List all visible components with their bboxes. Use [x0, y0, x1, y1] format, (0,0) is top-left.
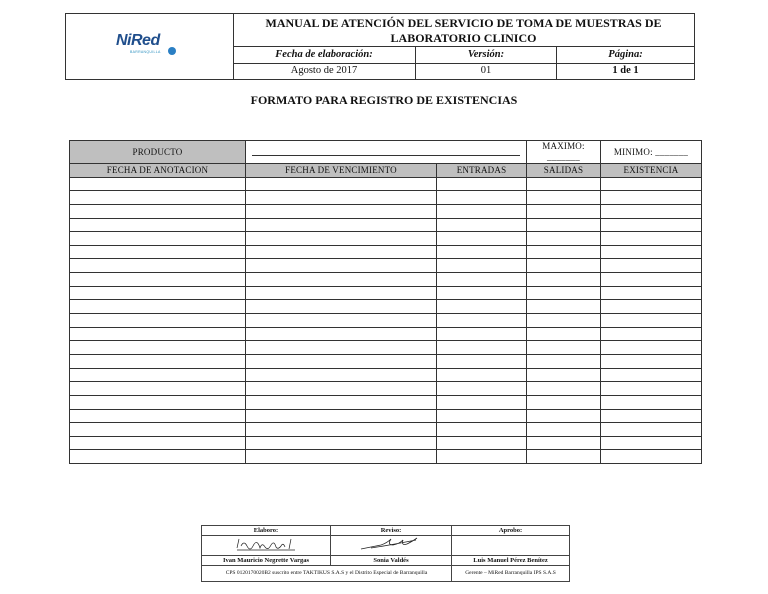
table-cell[interactable]	[527, 204, 601, 218]
table-row	[70, 300, 702, 314]
table-cell[interactable]	[437, 368, 527, 382]
table-cell[interactable]	[601, 286, 702, 300]
table-cell[interactable]	[527, 423, 601, 437]
aprobo-label: Aprobo:	[452, 526, 570, 536]
table-cell[interactable]	[527, 395, 601, 409]
signature-table	[201, 525, 570, 582]
mired-logo	[116, 32, 161, 54]
table-cell[interactable]	[437, 409, 527, 423]
table-cell[interactable]	[246, 218, 437, 232]
table-cell[interactable]	[70, 423, 246, 437]
table-cell[interactable]	[246, 382, 437, 396]
table-row	[70, 191, 702, 205]
table-cell[interactable]	[70, 327, 246, 341]
table-cell[interactable]	[70, 204, 246, 218]
producto-field[interactable]	[246, 141, 527, 164]
table-cell[interactable]	[601, 368, 702, 382]
table-cell[interactable]	[246, 191, 437, 205]
table-cell[interactable]	[246, 273, 437, 287]
table-cell[interactable]	[601, 273, 702, 287]
table-cell[interactable]	[437, 395, 527, 409]
table-row	[70, 354, 702, 368]
table-cell[interactable]	[601, 232, 702, 246]
table-row	[70, 177, 702, 191]
table-cell[interactable]	[601, 395, 702, 409]
logo-cell	[66, 14, 234, 79]
table-cell[interactable]	[601, 218, 702, 232]
aprobo-signature	[452, 536, 570, 556]
reviso-name: Sonia Valdés	[331, 556, 452, 566]
table-cell[interactable]	[70, 177, 246, 191]
table-cell[interactable]	[246, 450, 437, 464]
table-cell[interactable]	[601, 300, 702, 314]
table-cell[interactable]	[601, 382, 702, 396]
document-header	[65, 13, 695, 80]
table-cell[interactable]	[437, 232, 527, 246]
table-cell[interactable]	[246, 232, 437, 246]
table-cell[interactable]	[527, 382, 601, 396]
table-cell[interactable]	[246, 341, 437, 355]
maximo-field[interactable]: MAXIMO: _______	[527, 141, 601, 164]
table-cell[interactable]	[246, 327, 437, 341]
table-cell[interactable]	[527, 191, 601, 205]
reviso-signature	[331, 536, 452, 556]
table-cell[interactable]	[437, 327, 527, 341]
table-cell[interactable]	[437, 382, 527, 396]
col-salidas: SALIDAS	[527, 164, 601, 178]
pagina-label: Página:	[608, 49, 643, 60]
table-cell[interactable]	[601, 191, 702, 205]
table-cell[interactable]	[70, 273, 246, 287]
table-cell[interactable]	[601, 409, 702, 423]
table-cell[interactable]	[527, 245, 601, 259]
logo-subtext: BARRANQUILLA	[130, 50, 161, 54]
table-cell[interactable]	[437, 436, 527, 450]
table-cell[interactable]	[70, 382, 246, 396]
elaboro-signature	[202, 536, 331, 556]
table-row	[70, 314, 702, 328]
table-cell[interactable]	[527, 177, 601, 191]
header-value-row	[233, 63, 694, 79]
table-cell[interactable]	[527, 259, 601, 273]
table-cell[interactable]	[70, 191, 246, 205]
table-row	[70, 382, 702, 396]
table-row	[70, 423, 702, 437]
table-cell[interactable]	[601, 423, 702, 437]
elaboro-label: Elaboro:	[202, 526, 331, 536]
table-cell[interactable]	[70, 409, 246, 423]
table-row	[70, 409, 702, 423]
table-row	[70, 204, 702, 218]
table-cell[interactable]	[70, 436, 246, 450]
table-cell[interactable]	[527, 341, 601, 355]
table-cell[interactable]	[70, 232, 246, 246]
table-cell[interactable]	[246, 286, 437, 300]
col-existencia: EXISTENCIA	[601, 164, 702, 178]
pagina-value: 1 de 1	[612, 65, 639, 76]
table-row	[70, 286, 702, 300]
aprobo-name: Luis Manuel Pérez Benítez	[452, 556, 570, 566]
table-cell[interactable]	[601, 245, 702, 259]
table-cell[interactable]	[527, 300, 601, 314]
table-row	[70, 273, 702, 287]
table-cell[interactable]	[601, 436, 702, 450]
table-cell[interactable]	[70, 341, 246, 355]
version-label: Versión:	[416, 47, 557, 63]
table-cell[interactable]	[601, 314, 702, 328]
minimo-field[interactable]: MINIMO: _______	[601, 141, 702, 164]
table-cell[interactable]	[527, 286, 601, 300]
fecha-value: Agosto de 2017	[233, 63, 416, 79]
table-row	[70, 218, 702, 232]
table-cell[interactable]	[437, 259, 527, 273]
table-cell[interactable]	[246, 436, 437, 450]
column-header-row	[70, 164, 702, 178]
table-cell[interactable]	[601, 204, 702, 218]
manual-title: MANUAL DE ATENCIÓN DEL SERVICIO DE TOMA DE MUESTRAS DE LABORATORIO CLINICO	[233, 14, 694, 47]
contract-footer: CPS 0120170020B2 suscrito entre TAKTIKUS S.A.S y el Distrito Especial de Barranquilla	[202, 566, 452, 582]
table-cell[interactable]	[246, 423, 437, 437]
table-cell[interactable]	[437, 218, 527, 232]
table-cell[interactable]	[527, 218, 601, 232]
table-cell[interactable]	[437, 354, 527, 368]
table-cell[interactable]	[527, 409, 601, 423]
table-cell[interactable]	[437, 245, 527, 259]
table-cell[interactable]	[246, 395, 437, 409]
elaboro-name: Ivan Mauricio Negrette Vargas	[202, 556, 331, 566]
table-cell[interactable]	[601, 177, 702, 191]
table-cell[interactable]	[437, 273, 527, 287]
table-cell[interactable]	[437, 341, 527, 355]
table-cell[interactable]	[437, 314, 527, 328]
table-cell[interactable]	[527, 450, 601, 464]
table-cell[interactable]	[527, 314, 601, 328]
table-cell[interactable]	[70, 395, 246, 409]
product-row	[70, 141, 702, 164]
table-row	[70, 232, 702, 246]
table-cell[interactable]	[70, 300, 246, 314]
table-cell[interactable]	[70, 286, 246, 300]
table-cell[interactable]	[437, 191, 527, 205]
logo-badge-icon	[168, 47, 176, 55]
table-row	[70, 327, 702, 341]
gerente-footer: Gerente – MiRed Barranquilla IPS S.A.S	[452, 566, 570, 582]
table-cell[interactable]	[601, 341, 702, 355]
table-cell[interactable]	[70, 354, 246, 368]
table-cell[interactable]	[70, 259, 246, 273]
table-row	[70, 450, 702, 464]
table-cell[interactable]	[437, 450, 527, 464]
table-cell[interactable]	[246, 259, 437, 273]
table-row	[70, 245, 702, 259]
handwritten-signature-2	[351, 536, 431, 552]
existencias-table	[69, 140, 702, 464]
table-cell[interactable]	[246, 368, 437, 382]
fecha-label: Fecha de elaboración:	[233, 47, 416, 63]
producto-label: PRODUCTO	[70, 141, 246, 164]
table-cell[interactable]	[601, 259, 702, 273]
header-label-row	[233, 47, 694, 64]
table-row	[70, 368, 702, 382]
table-cell[interactable]	[437, 423, 527, 437]
table-cell[interactable]	[527, 327, 601, 341]
table-cell[interactable]	[437, 300, 527, 314]
table-row	[70, 259, 702, 273]
table-cell[interactable]	[437, 286, 527, 300]
table-cell[interactable]	[437, 204, 527, 218]
table-cell[interactable]	[601, 450, 702, 464]
table-cell[interactable]	[527, 354, 601, 368]
table-cell[interactable]	[70, 450, 246, 464]
table-cell[interactable]	[246, 314, 437, 328]
table-row	[70, 341, 702, 355]
col-fecha-anotacion: FECHA DE ANOTACION	[70, 164, 246, 178]
table-cell[interactable]	[70, 314, 246, 328]
logo-text: NiRed	[116, 32, 160, 49]
table-cell[interactable]	[246, 300, 437, 314]
table-cell[interactable]	[70, 218, 246, 232]
table-cell[interactable]	[70, 368, 246, 382]
table-cell[interactable]	[601, 327, 702, 341]
table-row	[70, 436, 702, 450]
table-cell[interactable]	[246, 354, 437, 368]
reviso-label: Reviso:	[331, 526, 452, 536]
col-fecha-vencimiento: FECHA DE VENCIMIENTO	[246, 164, 437, 178]
table-cell[interactable]	[246, 245, 437, 259]
table-cell[interactable]	[527, 368, 601, 382]
handwritten-signature-1	[231, 536, 301, 552]
table-cell[interactable]	[601, 354, 702, 368]
table-cell[interactable]	[246, 409, 437, 423]
version-value: 01	[416, 63, 557, 79]
table-cell[interactable]	[246, 177, 437, 191]
table-cell[interactable]	[437, 177, 527, 191]
table-cell[interactable]	[527, 436, 601, 450]
table-cell[interactable]	[527, 273, 601, 287]
col-entradas: ENTRADAS	[437, 164, 527, 178]
table-cell[interactable]	[246, 204, 437, 218]
table-cell[interactable]	[70, 245, 246, 259]
table-cell[interactable]	[527, 232, 601, 246]
form-title: FORMATO PARA REGISTRO DE EXISTENCIAS	[250, 93, 518, 107]
table-row	[70, 395, 702, 409]
